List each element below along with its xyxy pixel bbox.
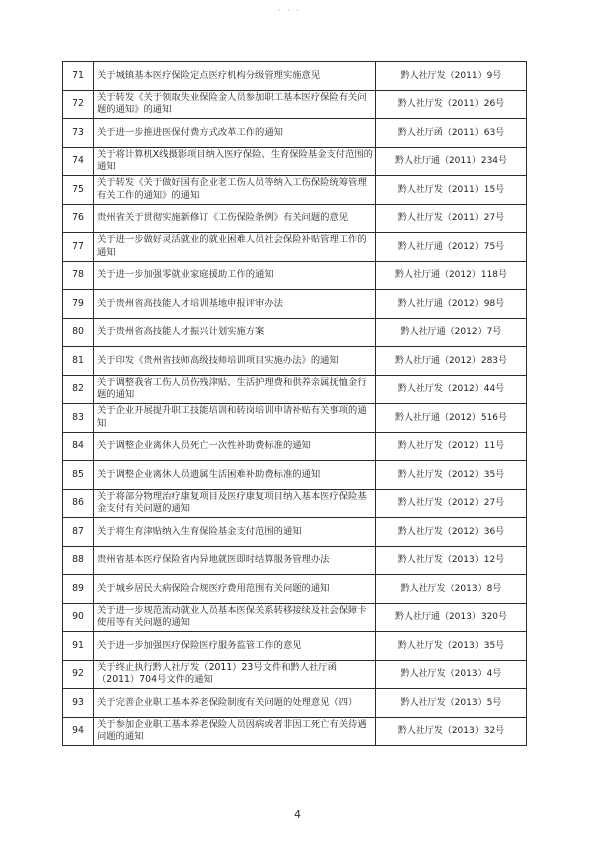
- row-number: 90: [63, 603, 94, 632]
- document-title: 贵州省关于贯彻实施新修订《工伤保险条例》有关问题的意见: [94, 204, 376, 233]
- table-row: [63, 62, 527, 91]
- document-title: 关于将生育津贴纳入生育保险基金支付范围的通知: [94, 518, 376, 547]
- table-row: [63, 489, 527, 518]
- table-row: [63, 546, 527, 575]
- table-row: [63, 204, 527, 233]
- document-number: 黔人社厅发（2012）11号: [376, 432, 527, 461]
- table-row: [63, 404, 527, 433]
- document-number: 黔人社厅通（2012）98号: [376, 290, 527, 319]
- table-row: [63, 432, 527, 461]
- row-number: 87: [63, 518, 94, 547]
- document-number: 黔人社厅发（2012）27号: [376, 489, 527, 518]
- document-number: 黔人社厅发（2013）4号: [376, 660, 527, 689]
- table-row: [63, 290, 527, 319]
- document-title: 关于转发《关于做好国有企业老工伤人员等纳入工伤保险统筹管理有关工作的通知》的通知: [94, 176, 376, 205]
- document-title: 关于进一步推进医保付费方式改革工作的通知: [94, 119, 376, 148]
- document-number: 黔人社厅发（2013）35号: [376, 632, 527, 661]
- document-number: 黔人社厅发（2011）9号: [376, 62, 527, 91]
- table-row: [63, 717, 527, 746]
- table-row: [63, 147, 527, 176]
- document-number: 黔人社厅通（2012）75号: [376, 233, 527, 262]
- row-number: 88: [63, 546, 94, 575]
- document-title: 关于进一步做好灵活就业的就业困难人员社会保险补贴管理工作的通知: [94, 233, 376, 262]
- row-number: 75: [63, 176, 94, 205]
- row-number: 76: [63, 204, 94, 233]
- row-number: 74: [63, 147, 94, 176]
- document-title: 关于参加企业职工基本养老保险人员因病或者非因工死亡有关待遇问题的通知: [94, 717, 376, 746]
- table-row: [63, 575, 527, 604]
- row-number: 86: [63, 489, 94, 518]
- table-row: [63, 375, 527, 404]
- row-number: 83: [63, 404, 94, 433]
- row-number: 84: [63, 432, 94, 461]
- document-number: 黔人社厅通（2012）118号: [376, 261, 527, 290]
- row-number: 91: [63, 632, 94, 661]
- table-row: [63, 233, 527, 262]
- document-number: 黔人社厅通（2012）7号: [376, 318, 527, 347]
- document-title: 关于印发《贵州省技师高级技师培训项目实施办法》的通知: [94, 347, 376, 376]
- row-number: 93: [63, 689, 94, 718]
- page-number: 4: [294, 808, 301, 821]
- document-number: 黔人社厅发（2012）44号: [376, 375, 527, 404]
- table-row: [63, 603, 527, 632]
- row-number: 78: [63, 261, 94, 290]
- table-row: [63, 461, 527, 490]
- document-number: 黔人社厅通（2012）516号: [376, 404, 527, 433]
- document-title: 关于企业开展提升职工技能培训和转岗培训申请补贴有关事项的通知: [94, 404, 376, 433]
- document-title: 关于将部分物理治疗康复项目及医疗康复项目纳入基本医疗保险基金支付有关问题的通知: [94, 489, 376, 518]
- row-number: 92: [63, 660, 94, 689]
- document-number: 黔人社厅通（2011）234号: [376, 147, 527, 176]
- row-number: 72: [63, 90, 94, 119]
- table-row: [63, 261, 527, 290]
- scan-mark: · · ·: [278, 6, 301, 15]
- document-number: 黔人社厅发（2013）12号: [376, 546, 527, 575]
- table-body: [63, 62, 527, 746]
- document-number: 黔人社厅发（2011）26号: [376, 90, 527, 119]
- document-title: 关于转发《关于领取失业保险金人员参加职工基本医疗保险有关问题的通知》的通知: [94, 90, 376, 119]
- document-title: 关于城镇基本医疗保险定点医疗机构分级管理实施意见: [94, 62, 376, 91]
- document-number: 黔人社厅发（2013）5号: [376, 689, 527, 718]
- document-title: 关于进一步加强医疗保险医疗服务监管工作的意见: [94, 632, 376, 661]
- table-row: [63, 90, 527, 119]
- document-number: 黔人社厅函（2011）63号: [376, 119, 527, 148]
- document-title: 关于贵州省高技能人才振兴计划实施方案: [94, 318, 376, 347]
- document-number: 黔人社厅发（2011）27号: [376, 204, 527, 233]
- document-title: 关于将计算机X线摄影项目纳入医疗保险、生育保险基金支付范围的通知: [94, 147, 376, 176]
- document-title: 关于城乡居民大病保险合规医疗费用范围有关问题的通知: [94, 575, 376, 604]
- table-row: [63, 632, 527, 661]
- document-number: 黔人社厅发（2011）15号: [376, 176, 527, 205]
- document-title: 关于贵州省高技能人才培训基地申报评审办法: [94, 290, 376, 319]
- document-number: 黔人社厅通（2013）320号: [376, 603, 527, 632]
- row-number: 81: [63, 347, 94, 376]
- table-row: [63, 689, 527, 718]
- row-number: 79: [63, 290, 94, 319]
- document-title: 关于进一步规范流动就业人员基本医保关系转移接续及社会保障卡使用等有关问题的通知: [94, 603, 376, 632]
- row-number: 89: [63, 575, 94, 604]
- row-number: 80: [63, 318, 94, 347]
- table-row: [63, 318, 527, 347]
- row-number: 71: [63, 62, 94, 91]
- document-title: 关于调整企业离休人员死亡一次性补助费标准的通知: [94, 432, 376, 461]
- row-number: 73: [63, 119, 94, 148]
- document-number: 黔人社厅发（2012）36号: [376, 518, 527, 547]
- document-title: 关于终止执行黔人社厅发（2011）23号文件和黔人社厅函（2011）704号文件的通知: [94, 660, 376, 689]
- row-number: 85: [63, 461, 94, 490]
- document-number: 黔人社厅通（2012）283号: [376, 347, 527, 376]
- table-row: [63, 518, 527, 547]
- row-number: 77: [63, 233, 94, 262]
- table-row: [63, 176, 527, 205]
- document-table: [62, 61, 527, 746]
- document-title: 关于调整我省工伤人员伤残津贴、生活护理费和供养亲属抚恤金行题的通知: [94, 375, 376, 404]
- document-number: 黔人社厅发（2013）32号: [376, 717, 527, 746]
- row-number: 94: [63, 717, 94, 746]
- document-number: 黔人社厅发（2013）8号: [376, 575, 527, 604]
- table-row: [63, 119, 527, 148]
- row-number: 82: [63, 375, 94, 404]
- document-number: 黔人社厅发（2012）35号: [376, 461, 527, 490]
- document-title: 贵州省基本医疗保险省内异地就医即时结算服务管理办法: [94, 546, 376, 575]
- table-row: [63, 660, 527, 689]
- document-title: 关于调整企业离休人员遗属生活困难补助费标准的通知: [94, 461, 376, 490]
- document-title: 关于完善企业职工基本养老保险制度有关问题的处理意见（四）: [94, 689, 376, 718]
- document-title: 关于进一步加强零就业家庭援助工作的通知: [94, 261, 376, 290]
- table-row: [63, 347, 527, 376]
